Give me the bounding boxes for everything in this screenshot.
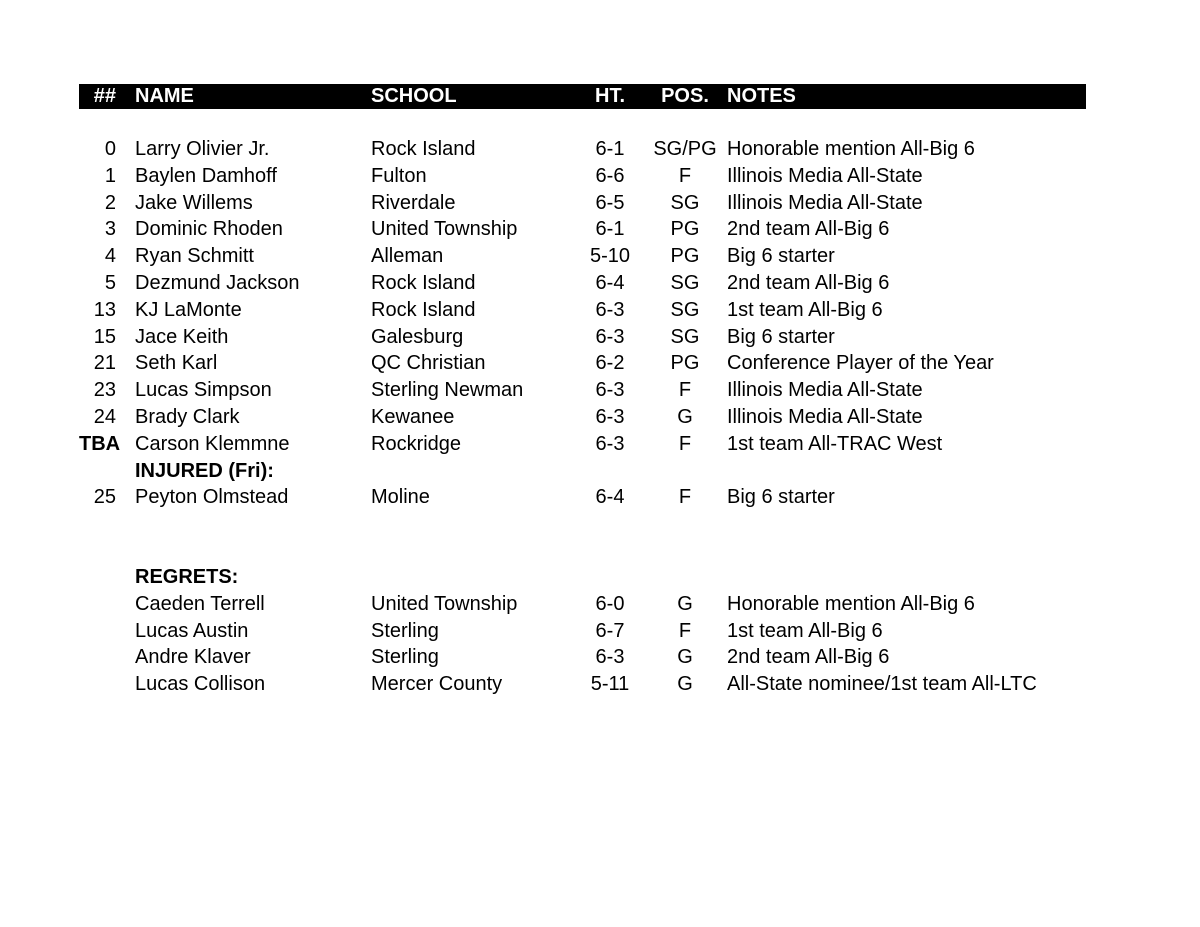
player-notes: Conference Player of the Year (727, 352, 994, 374)
table-row (0, 404, 1200, 431)
table-row (0, 136, 1200, 163)
player-name: Dominic Rhoden (135, 218, 283, 240)
player-height: 6-3 (595, 433, 625, 455)
player-position: SG (670, 272, 700, 294)
player-position: SG (670, 326, 700, 348)
player-height: 6-1 (595, 218, 625, 240)
player-notes: Honorable mention All-Big 6 (727, 138, 975, 160)
player-position: PG (670, 245, 700, 267)
player-notes: Illinois Media All-State (727, 165, 923, 187)
player-name: Brady Clark (135, 406, 240, 428)
player-height: 5-11 (590, 673, 630, 695)
player-notes: Illinois Media All-State (727, 406, 923, 428)
player-position: F (678, 620, 692, 642)
player-notes: 1st team All-Big 6 (727, 299, 883, 321)
header-school: SCHOOL (371, 85, 457, 107)
player-position: F (678, 486, 692, 508)
header-notes: NOTES (727, 85, 796, 107)
player-position: F (678, 165, 692, 187)
player-school: Galesburg (371, 326, 464, 348)
player-name: Andre Klaver (135, 646, 251, 668)
player-number: 3 (104, 218, 116, 240)
player-name: Baylen Damhoff (135, 165, 277, 187)
player-notes: 1st team All-Big 6 (727, 620, 883, 642)
player-school: Rock Island (371, 272, 476, 294)
player-school: Riverdale (371, 192, 456, 214)
table-row (0, 377, 1200, 404)
player-name: KJ LaMonte (135, 299, 242, 321)
player-number: 2 (104, 192, 116, 214)
player-height: 5-10 (589, 245, 631, 267)
player-name: Caeden Terrell (135, 593, 265, 615)
player-name: Larry Olivier Jr. (135, 138, 270, 160)
player-school: Sterling (371, 646, 439, 668)
table-row (0, 350, 1200, 377)
player-height: 6-6 (595, 165, 625, 187)
regrets-label-text: REGRETS: (135, 566, 239, 588)
player-notes: 2nd team All-Big 6 (727, 218, 890, 240)
player-notes: 1st team All-TRAC West (727, 433, 943, 455)
player-name: Jace Keith (135, 326, 229, 348)
player-position: G (677, 593, 693, 615)
player-height: 6-3 (595, 299, 625, 321)
player-school: Mercer County (371, 673, 503, 695)
player-position: SG/PG (653, 138, 717, 160)
table-row (0, 270, 1200, 297)
player-position: PG (670, 218, 700, 240)
player-school: United Township (371, 218, 518, 240)
player-name: Lucas Simpson (135, 379, 272, 401)
player-height: 6-2 (595, 352, 625, 374)
player-name: Carson Klemmne (135, 433, 290, 455)
player-notes: 2nd team All-Big 6 (727, 646, 890, 668)
regrets-row (0, 644, 1200, 671)
player-height: 6-5 (595, 192, 625, 214)
player-position: SG (670, 192, 700, 214)
player-position: G (677, 406, 693, 428)
table-row (0, 216, 1200, 243)
player-name: Dezmund Jackson (135, 272, 300, 294)
player-number: 5 (104, 272, 116, 294)
player-number: TBA (79, 433, 121, 455)
regrets-row (0, 671, 1200, 698)
player-number: 25 (93, 486, 116, 508)
table-row (0, 431, 1200, 458)
player-school: Alleman (371, 245, 444, 267)
player-notes: All-State nominee/1st team All-LTC (727, 673, 1037, 695)
player-height: 6-3 (595, 406, 625, 428)
player-height: 6-4 (595, 272, 625, 294)
player-name: Ryan Schmitt (135, 245, 254, 267)
player-school: QC Christian (371, 352, 486, 374)
player-number: 0 (104, 138, 116, 160)
player-school: Moline (371, 486, 430, 508)
player-notes: Big 6 starter (727, 326, 835, 348)
player-height: 6-1 (595, 138, 625, 160)
header-position: POS. (661, 85, 709, 107)
player-notes: 2nd team All-Big 6 (727, 272, 890, 294)
player-name: Lucas Collison (135, 673, 266, 695)
player-notes: Big 6 starter (727, 486, 835, 508)
player-position: PG (670, 352, 700, 374)
player-notes: Honorable mention All-Big 6 (727, 593, 975, 615)
injured-label (0, 458, 1200, 485)
player-number: 13 (93, 299, 116, 321)
table-row (0, 163, 1200, 190)
player-position: G (677, 646, 693, 668)
regrets-row (0, 618, 1200, 645)
player-number: 1 (104, 165, 116, 187)
injured-row (0, 484, 1200, 511)
player-position: F (678, 433, 692, 455)
player-height: 6-4 (595, 486, 625, 508)
player-number: 4 (104, 245, 116, 267)
player-position: G (677, 673, 693, 695)
player-name: Peyton Olmstead (135, 486, 289, 508)
table-row (0, 190, 1200, 217)
player-school: Rock Island (371, 138, 476, 160)
player-notes: Illinois Media All-State (727, 192, 923, 214)
player-notes: Big 6 starter (727, 245, 835, 267)
player-school: Fulton (371, 165, 427, 187)
table-header (79, 84, 1086, 109)
table-row (0, 324, 1200, 351)
header-height: HT. (595, 85, 625, 107)
header-number: ## (93, 85, 116, 107)
player-height: 6-3 (595, 646, 625, 668)
player-number: 21 (93, 352, 116, 374)
player-name: Lucas Austin (135, 620, 249, 642)
player-name: Jake Willems (135, 192, 253, 214)
regrets-row (0, 591, 1200, 618)
player-school: Kewanee (371, 406, 455, 428)
injured-label-text: INJURED (Fri): (135, 460, 274, 482)
player-position: SG (670, 299, 700, 321)
table-row (0, 243, 1200, 270)
player-school: Rock Island (371, 299, 476, 321)
regrets-label (0, 564, 1200, 591)
header-name: NAME (135, 85, 194, 107)
player-height: 6-0 (595, 593, 625, 615)
table-row (0, 297, 1200, 324)
player-name: Seth Karl (135, 352, 218, 374)
player-notes: Illinois Media All-State (727, 379, 923, 401)
player-school: Rockridge (371, 433, 462, 455)
player-height: 6-3 (595, 326, 625, 348)
player-school: Sterling Newman (371, 379, 524, 401)
player-number: 24 (93, 406, 116, 428)
player-position: F (678, 379, 692, 401)
player-height: 6-7 (595, 620, 625, 642)
player-school: Sterling (371, 620, 439, 642)
player-height: 6-3 (595, 379, 625, 401)
player-number: 15 (93, 326, 116, 348)
player-school: United Township (371, 593, 518, 615)
player-number: 23 (93, 379, 116, 401)
